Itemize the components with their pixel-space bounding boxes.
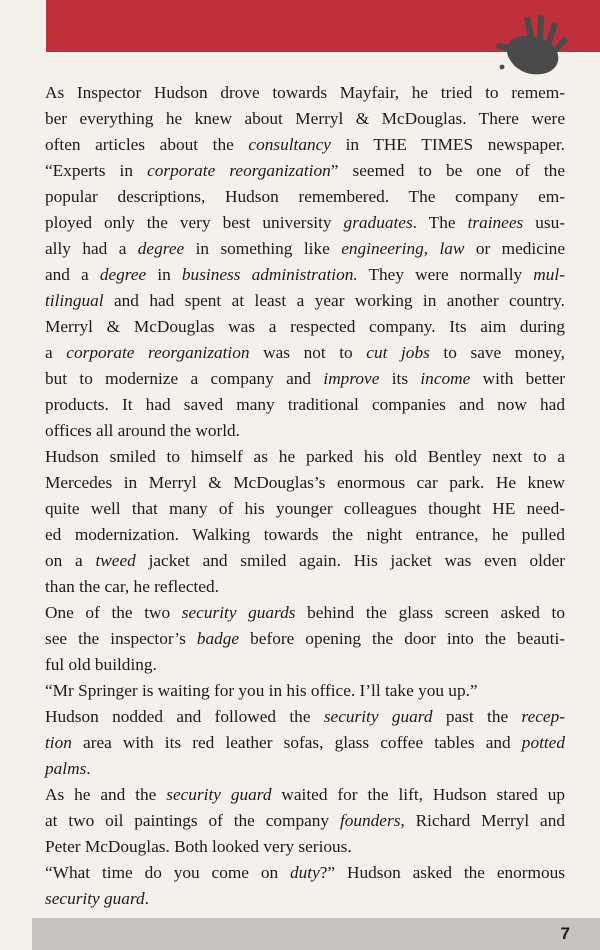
glossary-term: founders	[339, 811, 401, 830]
text-segment: “What time do you come on	[45, 863, 290, 882]
text-segment: ally had a	[45, 239, 138, 258]
text-line	[45, 106, 565, 132]
text-line	[45, 730, 565, 756]
text-segment: Mercedes in Merryl & McDouglas’s enormous car park. He knew	[45, 473, 565, 492]
text-segment: ployed only the very best university	[45, 213, 344, 232]
text-segment: was not to	[249, 343, 367, 362]
text-line	[45, 444, 565, 470]
text-line	[45, 678, 565, 704]
glossary-term: tweed	[95, 551, 136, 570]
text-line	[45, 314, 565, 340]
glossary-term: potted	[521, 733, 565, 752]
text-segment: jacket and smiled again. His jacket was even older	[135, 551, 565, 570]
text-line	[45, 574, 565, 600]
glossary-term: corporate reorganization	[66, 343, 250, 362]
text-segment: behind the glass screen asked to	[295, 603, 565, 622]
glossary-term: trainees	[467, 213, 524, 232]
text-segment: past the	[432, 707, 522, 726]
text-segment: and had spent at least a year working in another country.	[103, 291, 565, 310]
paragraph	[45, 704, 565, 782]
text-segment: , Richard Merryl and	[400, 811, 565, 830]
glossary-term: engineering	[341, 239, 424, 258]
glossary-term: mul-	[533, 265, 565, 284]
text-segment: ful old building.	[45, 655, 157, 674]
text-segment: “Experts in	[45, 161, 148, 180]
glossary-term: duty	[289, 863, 320, 882]
text-segment: see the inspector’s	[45, 629, 197, 648]
text-line	[45, 652, 565, 678]
glossary-term: recep-	[521, 707, 565, 726]
text-line	[45, 236, 565, 262]
text-segment: in	[146, 265, 182, 284]
text-segment: . The	[412, 213, 468, 232]
text-segment: often articles about the	[45, 135, 249, 154]
text-line	[45, 80, 565, 106]
text-segment: than the car, he reflected.	[45, 577, 219, 596]
text-segment: ber everything he knew about Merryl & McDouglas. There were	[45, 109, 565, 128]
text-line	[45, 548, 565, 574]
text-segment: ?” Hudson asked the enormous	[319, 863, 565, 882]
glossary-term: graduates	[343, 213, 413, 232]
text-line	[45, 418, 565, 444]
glossary-term: security guard	[166, 785, 272, 804]
handprint-icon	[494, 14, 570, 80]
text-line	[45, 496, 565, 522]
text-segment: to save money,	[429, 343, 566, 362]
glossary-term: palms	[45, 759, 87, 778]
glossary-term: tilingual	[45, 291, 104, 310]
text-segment: As he and the	[45, 785, 167, 804]
text-segment: waited for the lift, Hudson stared up	[271, 785, 565, 804]
text-line	[45, 262, 565, 288]
glossary-term: degree	[137, 239, 185, 258]
paragraph	[45, 860, 565, 912]
text-segment: Hudson nodded and followed the	[45, 707, 324, 726]
text-segment: on a	[45, 551, 96, 570]
paragraph	[45, 444, 565, 600]
text-segment: quite well that many of his younger colleagues thought HE need-	[45, 499, 565, 518]
glossary-term: business administration.	[181, 265, 358, 284]
paragraph	[45, 678, 565, 704]
text-line	[45, 184, 565, 210]
text-segment: its	[379, 369, 421, 388]
text-segment: area with its red leather sofas, glass coffee tables and	[71, 733, 522, 752]
text-segment: They were normally	[357, 265, 534, 284]
glossary-term: security guard	[323, 707, 433, 726]
text-segment: with better	[470, 369, 565, 388]
text-line	[45, 704, 565, 730]
glossary-term: law	[439, 239, 465, 258]
text-segment: popular descriptions, Hudson remembered. The company em-	[45, 187, 565, 206]
story-text	[45, 80, 565, 912]
glossary-term: security guard	[45, 889, 145, 908]
text-segment: “Mr Springer is waiting for you in his office. I’ll take you up.”	[45, 681, 478, 700]
text-segment: Hudson smiled to himself as he parked his old Bentley next to a	[45, 447, 565, 466]
text-line	[45, 366, 565, 392]
text-segment: ,	[423, 239, 440, 258]
text-segment: ” seemed to be one of the	[330, 161, 565, 180]
glossary-term: badge	[196, 629, 240, 648]
text-segment: usu-	[523, 213, 566, 232]
text-segment: in THE TIMES newspaper.	[330, 135, 565, 154]
paragraph	[45, 782, 565, 860]
text-segment: at two oil paintings of the company	[45, 811, 340, 830]
text-line	[45, 886, 565, 912]
glossary-term: security guards	[181, 603, 296, 622]
glossary-term: consultancy	[248, 135, 331, 154]
text-line	[45, 132, 565, 158]
text-line	[45, 834, 565, 860]
text-segment: .	[86, 759, 91, 778]
glossary-term: corporate reorganization	[147, 161, 331, 180]
text-segment: or medicine	[464, 239, 565, 258]
text-segment: .	[144, 889, 149, 908]
glossary-term: degree	[99, 265, 147, 284]
text-segment: but to modernize a company and	[45, 369, 324, 388]
text-segment: a	[45, 343, 67, 362]
paragraph	[45, 600, 565, 678]
text-line	[45, 158, 565, 184]
text-line	[45, 782, 565, 808]
glossary-term: improve	[323, 369, 380, 388]
text-line	[45, 288, 565, 314]
text-line	[45, 756, 565, 782]
glossary-term: tion	[45, 733, 72, 752]
text-segment: Peter McDouglas. Both looked very serious.	[45, 837, 352, 856]
text-line	[45, 340, 565, 366]
text-segment: before opening the door into the beauti-	[239, 629, 565, 648]
footer-band	[32, 918, 600, 950]
text-segment: in something like	[184, 239, 342, 258]
text-line	[45, 210, 565, 236]
text-segment: Merryl & McDouglas was a respected company. Its aim during	[45, 317, 565, 336]
text-line	[45, 600, 565, 626]
text-line	[45, 470, 565, 496]
glossary-term: income	[420, 369, 471, 388]
glossary-term: cut jobs	[366, 343, 430, 362]
text-line	[45, 860, 565, 886]
text-segment: offices all around the world.	[45, 421, 240, 440]
text-segment: ed modernization. Walking towards the night entrance, he pulled	[45, 525, 565, 544]
text-line	[45, 392, 565, 418]
text-line	[45, 808, 565, 834]
text-segment: products. It had saved many traditional companies and now had	[45, 395, 565, 414]
paragraph	[45, 80, 565, 444]
text-line	[45, 626, 565, 652]
text-segment: As Inspector Hudson drove towards Mayfair, he tried to remem-	[45, 83, 565, 102]
text-segment: and a	[45, 265, 100, 284]
page-number: 7	[560, 924, 570, 943]
text-line	[45, 522, 565, 548]
text-segment: One of the two	[45, 603, 182, 622]
